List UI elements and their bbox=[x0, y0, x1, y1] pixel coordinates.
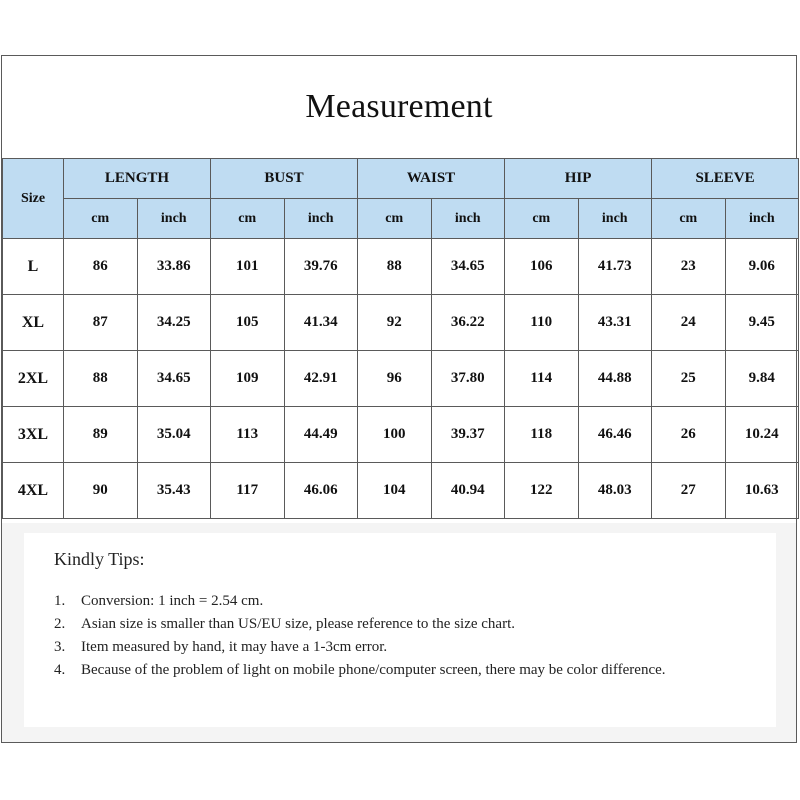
table-row bbox=[3, 295, 799, 351]
measurement-cell: 46.06 bbox=[284, 463, 358, 519]
measurement-cell: 40.94 bbox=[431, 463, 505, 519]
measurement-cell: 41.34 bbox=[284, 295, 358, 351]
unit-header-cm: cm bbox=[64, 199, 138, 239]
size-column-header: Size bbox=[3, 159, 64, 239]
table-row bbox=[3, 407, 799, 463]
measurement-cell: 46.46 bbox=[578, 407, 652, 463]
unit-header-inch: inch bbox=[431, 199, 505, 239]
measurement-cell: 118 bbox=[505, 407, 579, 463]
tip-item bbox=[54, 613, 694, 636]
measurement-cell: 33.86 bbox=[137, 239, 211, 295]
measurement-cell: 37.80 bbox=[431, 351, 505, 407]
measurement-cell: 86 bbox=[64, 239, 138, 295]
measurement-cell: 35.04 bbox=[137, 407, 211, 463]
tip-text: Asian size is smaller than US/EU size, please reference to the size chart. bbox=[81, 616, 515, 632]
measurement-cell: 110 bbox=[505, 295, 579, 351]
measurement-cell: 100 bbox=[358, 407, 432, 463]
measurement-cell: 48.03 bbox=[578, 463, 652, 519]
unit-header-inch: inch bbox=[578, 199, 652, 239]
measurement-cell: 10.24 bbox=[725, 407, 799, 463]
measurement-cell: 106 bbox=[505, 239, 579, 295]
unit-header-inch: inch bbox=[137, 199, 211, 239]
measurement-cell: 26 bbox=[652, 407, 726, 463]
measurement-cell: 104 bbox=[358, 463, 432, 519]
measurement-cell: 39.37 bbox=[431, 407, 505, 463]
measurement-cell: 9.45 bbox=[725, 295, 799, 351]
table-row bbox=[3, 463, 799, 519]
tips-title: Kindly Tips: bbox=[54, 549, 145, 569]
size-cell: 3XL bbox=[3, 407, 64, 463]
measurement-cell: 41.73 bbox=[578, 239, 652, 295]
measurement-cell: 23 bbox=[652, 239, 726, 295]
measurement-cell: 9.06 bbox=[725, 239, 799, 295]
measurement-cell: 44.49 bbox=[284, 407, 358, 463]
measurement-cell: 44.88 bbox=[578, 351, 652, 407]
size-cell: L bbox=[3, 239, 64, 295]
measurement-cell: 39.76 bbox=[284, 239, 358, 295]
tip-text: Conversion: 1 inch = 2.54 cm. bbox=[81, 593, 264, 609]
group-header-waist: WAIST bbox=[358, 159, 505, 199]
measurement-cell: 105 bbox=[211, 295, 285, 351]
table-row bbox=[3, 351, 799, 407]
measurement-cell: 101 bbox=[211, 239, 285, 295]
size-table bbox=[2, 158, 799, 519]
measurement-cell: 25 bbox=[652, 351, 726, 407]
unit-header-inch: inch bbox=[725, 199, 799, 239]
measurement-cell: 43.31 bbox=[578, 295, 652, 351]
measurement-cell: 42.91 bbox=[284, 351, 358, 407]
table-body bbox=[3, 239, 799, 519]
measurement-cell: 113 bbox=[211, 407, 285, 463]
title-band bbox=[2, 56, 796, 158]
measurement-cell: 117 bbox=[211, 463, 285, 519]
group-header-hip: HIP bbox=[505, 159, 652, 199]
tips-list bbox=[54, 590, 694, 682]
chart-title: Measurement bbox=[305, 88, 493, 125]
header-unit-row bbox=[3, 199, 799, 239]
measurement-cell: 36.22 bbox=[431, 295, 505, 351]
tip-item bbox=[54, 636, 694, 659]
tip-number: 1. bbox=[54, 593, 66, 609]
measurement-cell: 92 bbox=[358, 295, 432, 351]
unit-header-cm: cm bbox=[358, 199, 432, 239]
measurement-cell: 88 bbox=[64, 351, 138, 407]
size-cell: XL bbox=[3, 295, 64, 351]
group-header-sleeve: SLEEVE bbox=[652, 159, 799, 199]
measurement-cell: 10.63 bbox=[725, 463, 799, 519]
group-header-length: LENGTH bbox=[64, 159, 211, 199]
unit-header-cm: cm bbox=[211, 199, 285, 239]
measurement-cell: 114 bbox=[505, 351, 579, 407]
measurement-cell: 88 bbox=[358, 239, 432, 295]
tip-text: Item measured by hand, it may have a 1-3cm error. bbox=[81, 639, 388, 655]
measurement-cell: 27 bbox=[652, 463, 726, 519]
unit-header-cm: cm bbox=[505, 199, 579, 239]
tips-card bbox=[24, 533, 776, 727]
tip-item bbox=[54, 590, 694, 613]
measurement-chart bbox=[1, 55, 797, 743]
measurement-cell: 34.25 bbox=[137, 295, 211, 351]
measurement-cell: 34.65 bbox=[431, 239, 505, 295]
measurement-cell: 122 bbox=[505, 463, 579, 519]
measurement-cell: 35.43 bbox=[137, 463, 211, 519]
measurement-cell: 9.84 bbox=[725, 351, 799, 407]
tip-item bbox=[54, 659, 694, 682]
table-header bbox=[3, 159, 799, 239]
tip-text: Because of the problem of light on mobile phone/computer screen, there may be color difference. bbox=[81, 662, 666, 678]
measurement-cell: 90 bbox=[64, 463, 138, 519]
measurement-cell: 96 bbox=[358, 351, 432, 407]
size-cell: 4XL bbox=[3, 463, 64, 519]
measurement-cell: 34.65 bbox=[137, 351, 211, 407]
header-group-row bbox=[3, 159, 799, 199]
measurement-cell: 109 bbox=[211, 351, 285, 407]
size-cell: 2XL bbox=[3, 351, 64, 407]
measurement-cell: 24 bbox=[652, 295, 726, 351]
tip-number: 4. bbox=[54, 662, 66, 678]
unit-header-cm: cm bbox=[652, 199, 726, 239]
measurement-cell: 89 bbox=[64, 407, 138, 463]
tip-number: 2. bbox=[54, 616, 66, 632]
unit-header-inch: inch bbox=[284, 199, 358, 239]
group-header-bust: BUST bbox=[211, 159, 358, 199]
measurement-cell: 87 bbox=[64, 295, 138, 351]
tips-area bbox=[2, 523, 796, 742]
table-row bbox=[3, 239, 799, 295]
tip-number: 3. bbox=[54, 639, 66, 655]
